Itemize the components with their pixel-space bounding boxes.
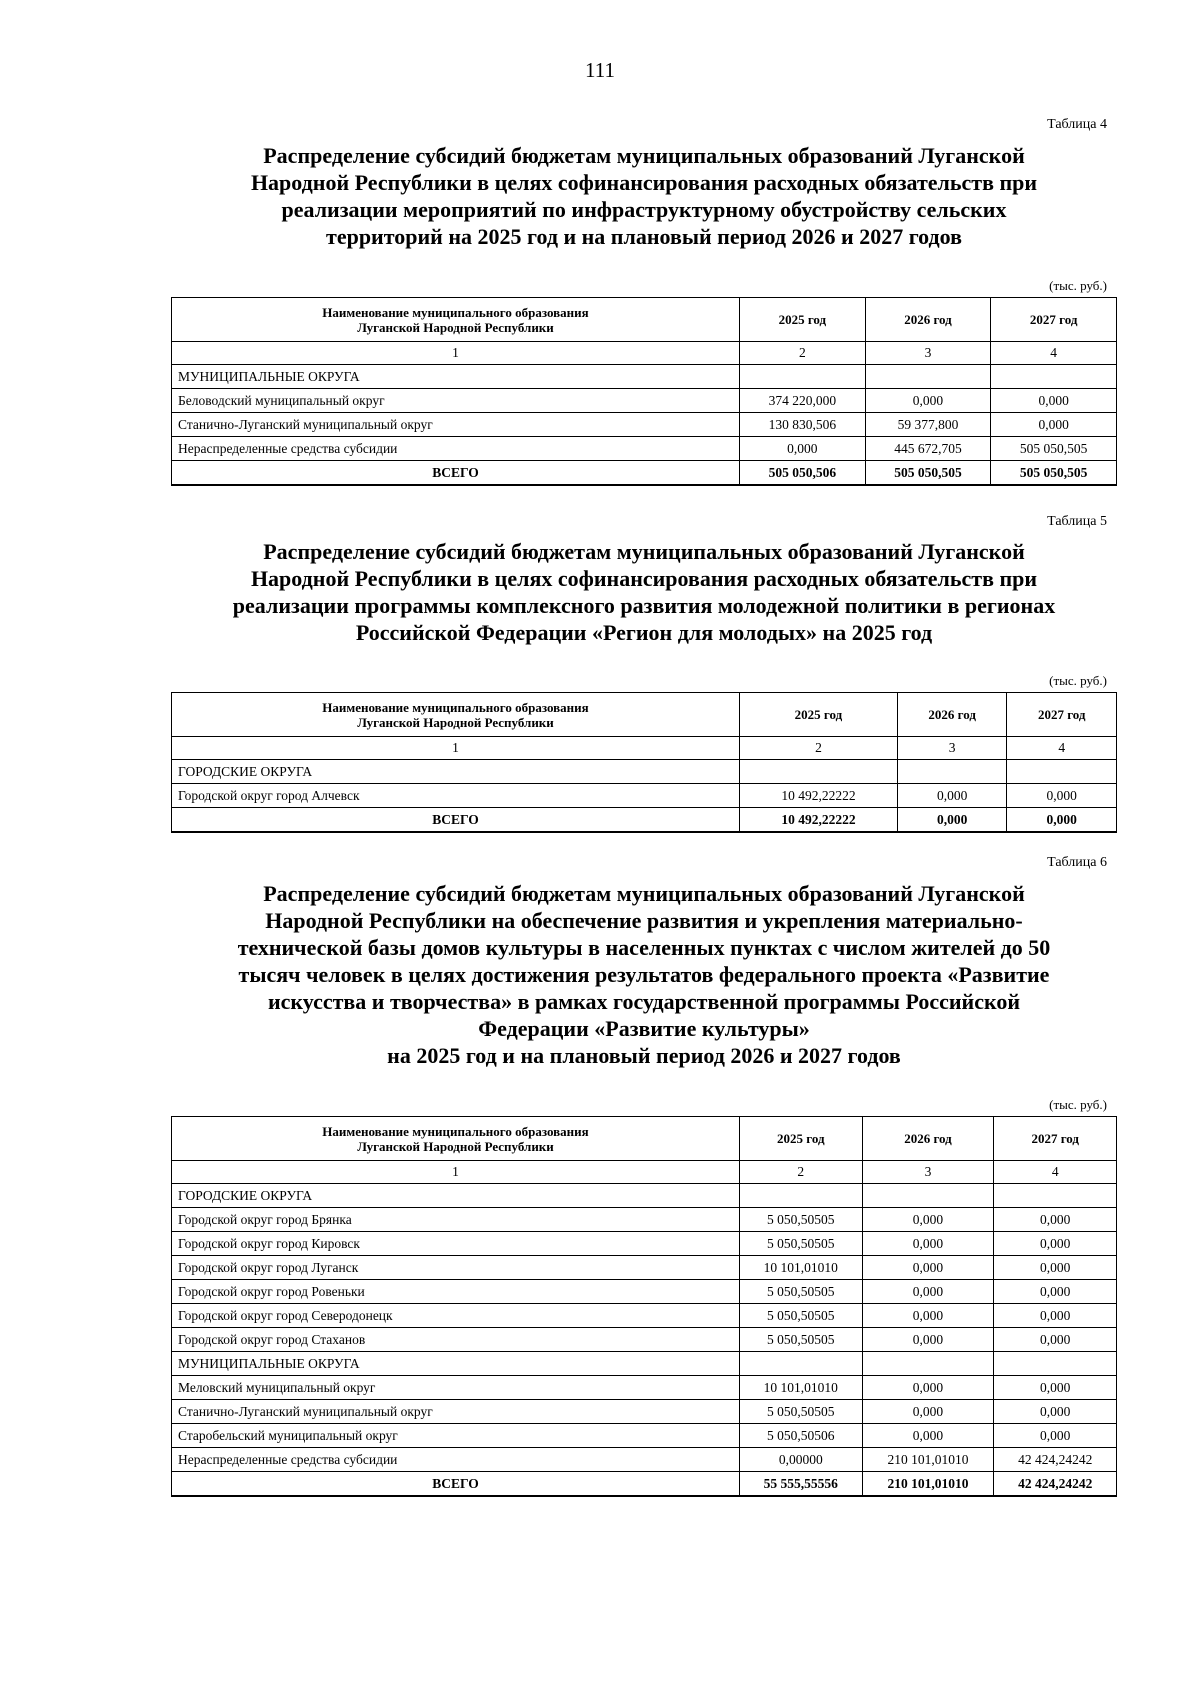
row-value-v2026: 0,000 bbox=[862, 1304, 994, 1328]
table-row bbox=[172, 1184, 1117, 1208]
row-value-v2027: 0,000 bbox=[1007, 784, 1117, 808]
row-name: Станично-Луганский муниципальный округ bbox=[172, 1400, 740, 1424]
table-4-title: Распределение субсидий бюджетам муниципальных образований Луганской Народной Республики в целях софинансирования расходных обязательств при реализации мероприятий по инфраструктурному обустройству сельских территорий на 2025 год и на плановый период 2026 и 2027 годов bbox=[250, 143, 1038, 249]
index-cell: 2 bbox=[740, 342, 866, 365]
table-row bbox=[172, 1208, 1117, 1232]
col-header-y2026: 2026 год bbox=[862, 1117, 994, 1161]
total-row bbox=[172, 1472, 1117, 1497]
row-value-v2027: 0,000 bbox=[994, 1304, 1117, 1328]
table-row bbox=[172, 1256, 1117, 1280]
table-row bbox=[172, 1280, 1117, 1304]
index-cell: 3 bbox=[865, 342, 991, 365]
page-number: 111 bbox=[585, 58, 615, 82]
row-name: МУНИЦИПАЛЬНЫЕ ОКРУГА bbox=[172, 1352, 740, 1376]
row-value-v2026 bbox=[862, 1352, 994, 1376]
row-value-v2027: 0,000 bbox=[994, 1232, 1117, 1256]
row-value-v2025: 10 101,01010 bbox=[740, 1256, 863, 1280]
row-value-v2027 bbox=[994, 1352, 1117, 1376]
row-name: Нераспределенные средства субсидии bbox=[172, 437, 740, 461]
table-4 bbox=[171, 297, 1117, 486]
row-value-v2026: 210 101,01010 bbox=[862, 1448, 994, 1472]
index-cell: 1 bbox=[172, 342, 740, 365]
row-value-v2026: 0,000 bbox=[865, 389, 991, 413]
col-header-y2026: 2026 год bbox=[897, 693, 1007, 737]
row-name: Городской округ город Ровеньки bbox=[172, 1280, 740, 1304]
row-name: Городской округ город Кировск bbox=[172, 1232, 740, 1256]
col-header-name-line2: Луганской Народной Республики bbox=[357, 1138, 554, 1154]
row-name: Городской округ город Луганск bbox=[172, 1256, 740, 1280]
total-value-v2026: 505 050,505 bbox=[865, 461, 991, 486]
table-row bbox=[172, 1328, 1117, 1352]
row-value-v2026: 0,000 bbox=[897, 784, 1007, 808]
col-header-name bbox=[172, 298, 740, 342]
row-name: ГОРОДСКИЕ ОКРУГА bbox=[172, 760, 740, 784]
col-header-y2025: 2025 год bbox=[740, 1117, 863, 1161]
row-value-v2026: 0,000 bbox=[862, 1376, 994, 1400]
row-name: Нераспределенные средства субсидии bbox=[172, 1448, 740, 1472]
row-value-v2027 bbox=[1007, 760, 1117, 784]
index-row bbox=[172, 1161, 1117, 1184]
index-cell: 4 bbox=[991, 342, 1117, 365]
row-name: Городской округ город Брянка bbox=[172, 1208, 740, 1232]
table-row bbox=[172, 1304, 1117, 1328]
row-value-v2026: 0,000 bbox=[862, 1280, 994, 1304]
row-value-v2025 bbox=[740, 760, 898, 784]
table-row bbox=[172, 413, 1117, 437]
row-name: Станично-Луганский муниципальный округ bbox=[172, 413, 740, 437]
row-name: Беловодский муниципальный округ bbox=[172, 389, 740, 413]
row-value-v2025 bbox=[740, 365, 866, 389]
col-header-name-line1: Наименование муниципального образования bbox=[322, 1123, 589, 1139]
row-value-v2026: 0,000 bbox=[862, 1424, 994, 1448]
row-value-v2025: 5 050,50505 bbox=[740, 1232, 863, 1256]
row-value-v2026: 59 377,800 bbox=[865, 413, 991, 437]
row-name: ГОРОДСКИЕ ОКРУГА bbox=[172, 1184, 740, 1208]
row-value-v2027: 0,000 bbox=[994, 1256, 1117, 1280]
header-row bbox=[172, 693, 1117, 737]
row-value-v2026: 0,000 bbox=[862, 1256, 994, 1280]
row-value-v2026: 0,000 bbox=[862, 1328, 994, 1352]
row-value-v2027: 0,000 bbox=[994, 1424, 1117, 1448]
table-row bbox=[172, 1448, 1117, 1472]
row-name: МУНИЦИПАЛЬНЫЕ ОКРУГА bbox=[172, 365, 740, 389]
col-header-y2026: 2026 год bbox=[865, 298, 991, 342]
row-value-v2025 bbox=[740, 1184, 863, 1208]
total-label: ВСЕГО bbox=[172, 461, 740, 486]
row-value-v2027: 42 424,24242 bbox=[994, 1448, 1117, 1472]
total-value-v2025: 55 555,55556 bbox=[740, 1472, 863, 1497]
row-value-v2025 bbox=[740, 1352, 863, 1376]
row-value-v2025: 5 050,50505 bbox=[740, 1208, 863, 1232]
row-value-v2025: 0,00000 bbox=[740, 1448, 863, 1472]
row-name: Городской округ город Северодонецк bbox=[172, 1304, 740, 1328]
col-header-name-line1: Наименование муниципального образования bbox=[322, 304, 589, 320]
table-row bbox=[172, 365, 1117, 389]
index-cell: 4 bbox=[994, 1161, 1117, 1184]
row-value-v2025: 5 050,50505 bbox=[740, 1400, 863, 1424]
row-value-v2027 bbox=[991, 365, 1117, 389]
header-row bbox=[172, 1117, 1117, 1161]
row-value-v2025: 5 050,50505 bbox=[740, 1280, 863, 1304]
row-value-v2026 bbox=[862, 1184, 994, 1208]
row-value-v2027: 0,000 bbox=[994, 1280, 1117, 1304]
table-row bbox=[172, 1352, 1117, 1376]
row-value-v2026: 0,000 bbox=[862, 1232, 994, 1256]
total-value-v2026: 210 101,01010 bbox=[862, 1472, 994, 1497]
total-value-v2026: 0,000 bbox=[897, 808, 1007, 833]
table-row bbox=[172, 1232, 1117, 1256]
table-4-units: (тыс. руб.) bbox=[1049, 278, 1107, 293]
table-row bbox=[172, 784, 1117, 808]
col-header-name bbox=[172, 1117, 740, 1161]
table-6-label: Таблица 6 bbox=[1047, 855, 1107, 870]
row-value-v2027: 0,000 bbox=[991, 413, 1117, 437]
row-name: Городской округ город Стаханов bbox=[172, 1328, 740, 1352]
index-cell: 1 bbox=[172, 737, 740, 760]
table-6 bbox=[171, 1116, 1117, 1497]
table-6-units: (тыс. руб.) bbox=[1049, 1097, 1107, 1112]
col-header-name-line2: Луганской Народной Республики bbox=[357, 714, 554, 730]
index-cell: 2 bbox=[740, 737, 898, 760]
index-cell: 4 bbox=[1007, 737, 1117, 760]
index-cell: 2 bbox=[740, 1161, 863, 1184]
index-row bbox=[172, 342, 1117, 365]
row-value-v2025: 5 050,50505 bbox=[740, 1328, 863, 1352]
table-row bbox=[172, 389, 1117, 413]
table-4-label: Таблица 4 bbox=[1047, 117, 1107, 132]
row-value-v2027: 0,000 bbox=[994, 1208, 1117, 1232]
col-header-y2025: 2025 год bbox=[740, 298, 866, 342]
row-value-v2026 bbox=[865, 365, 991, 389]
row-value-v2027 bbox=[994, 1184, 1117, 1208]
row-value-v2026: 445 672,705 bbox=[865, 437, 991, 461]
col-header-y2025: 2025 год bbox=[740, 693, 898, 737]
col-header-y2027: 2027 год bbox=[994, 1117, 1117, 1161]
row-value-v2025: 10 101,01010 bbox=[740, 1376, 863, 1400]
col-header-name-line1: Наименование муниципального образования bbox=[322, 699, 589, 715]
row-value-v2027: 0,000 bbox=[994, 1376, 1117, 1400]
row-value-v2026: 0,000 bbox=[862, 1400, 994, 1424]
row-value-v2025: 5 050,50505 bbox=[740, 1304, 863, 1328]
row-value-v2027: 0,000 bbox=[991, 389, 1117, 413]
table-5-units: (тыс. руб.) bbox=[1049, 673, 1107, 688]
index-cell: 1 bbox=[172, 1161, 740, 1184]
row-value-v2026 bbox=[897, 760, 1007, 784]
row-value-v2025: 10 492,22222 bbox=[740, 784, 898, 808]
total-label: ВСЕГО bbox=[172, 1472, 740, 1497]
table-row bbox=[172, 437, 1117, 461]
row-value-v2026: 0,000 bbox=[862, 1208, 994, 1232]
table-6-title: Распределение субсидий бюджетам муниципальных образований Луганской Народной Республики на обеспечение развития и укрепления материально- технической базы домов культуры в населенных пунктах с числом жителей до 50 тысяч человек в целях достижения результатов федерального проекта «Развитие искусства и творчества» в рамках государственной программы Российской Федерации «Развитие культуры» на 2025 год и на плановый период 2026 и 2027 годов bbox=[237, 881, 1051, 1068]
row-name: Меловский муниципальный округ bbox=[172, 1376, 740, 1400]
total-value-v2027: 0,000 bbox=[1007, 808, 1117, 833]
total-row bbox=[172, 461, 1117, 486]
col-header-name-line2: Луганской Народной Республики bbox=[357, 319, 554, 335]
table-5-title: Распределение субсидий бюджетам муниципальных образований Луганской Народной Республики в целях софинансирования расходных обязательств при реализации программы комплексного развития молодежной политики в регионах Российской Федерации «Регион для молодых» на 2025 год bbox=[232, 539, 1056, 645]
table-row bbox=[172, 760, 1117, 784]
table-row bbox=[172, 1376, 1117, 1400]
total-value-v2027: 42 424,24242 bbox=[994, 1472, 1117, 1497]
col-header-y2027: 2027 год bbox=[1007, 693, 1117, 737]
header-row bbox=[172, 298, 1117, 342]
total-row bbox=[172, 808, 1117, 833]
row-value-v2025: 130 830,506 bbox=[740, 413, 866, 437]
row-value-v2027: 0,000 bbox=[994, 1328, 1117, 1352]
index-cell: 3 bbox=[897, 737, 1007, 760]
row-value-v2027: 0,000 bbox=[994, 1400, 1117, 1424]
index-cell: 3 bbox=[862, 1161, 994, 1184]
table-row bbox=[172, 1424, 1117, 1448]
row-name: Старобельский муниципальный округ bbox=[172, 1424, 740, 1448]
col-header-y2027: 2027 год bbox=[991, 298, 1117, 342]
row-name: Городской округ город Алчевск bbox=[172, 784, 740, 808]
total-value-v2025: 10 492,22222 bbox=[740, 808, 898, 833]
index-row bbox=[172, 737, 1117, 760]
total-label: ВСЕГО bbox=[172, 808, 740, 833]
table-5-label: Таблица 5 bbox=[1047, 514, 1107, 529]
row-value-v2025: 0,000 bbox=[740, 437, 866, 461]
row-value-v2025: 374 220,000 bbox=[740, 389, 866, 413]
row-value-v2027: 505 050,505 bbox=[991, 437, 1117, 461]
table-5 bbox=[171, 692, 1117, 833]
row-value-v2025: 5 050,50506 bbox=[740, 1424, 863, 1448]
col-header-name bbox=[172, 693, 740, 737]
total-value-v2027: 505 050,505 bbox=[991, 461, 1117, 486]
table-row bbox=[172, 1400, 1117, 1424]
total-value-v2025: 505 050,506 bbox=[740, 461, 866, 486]
